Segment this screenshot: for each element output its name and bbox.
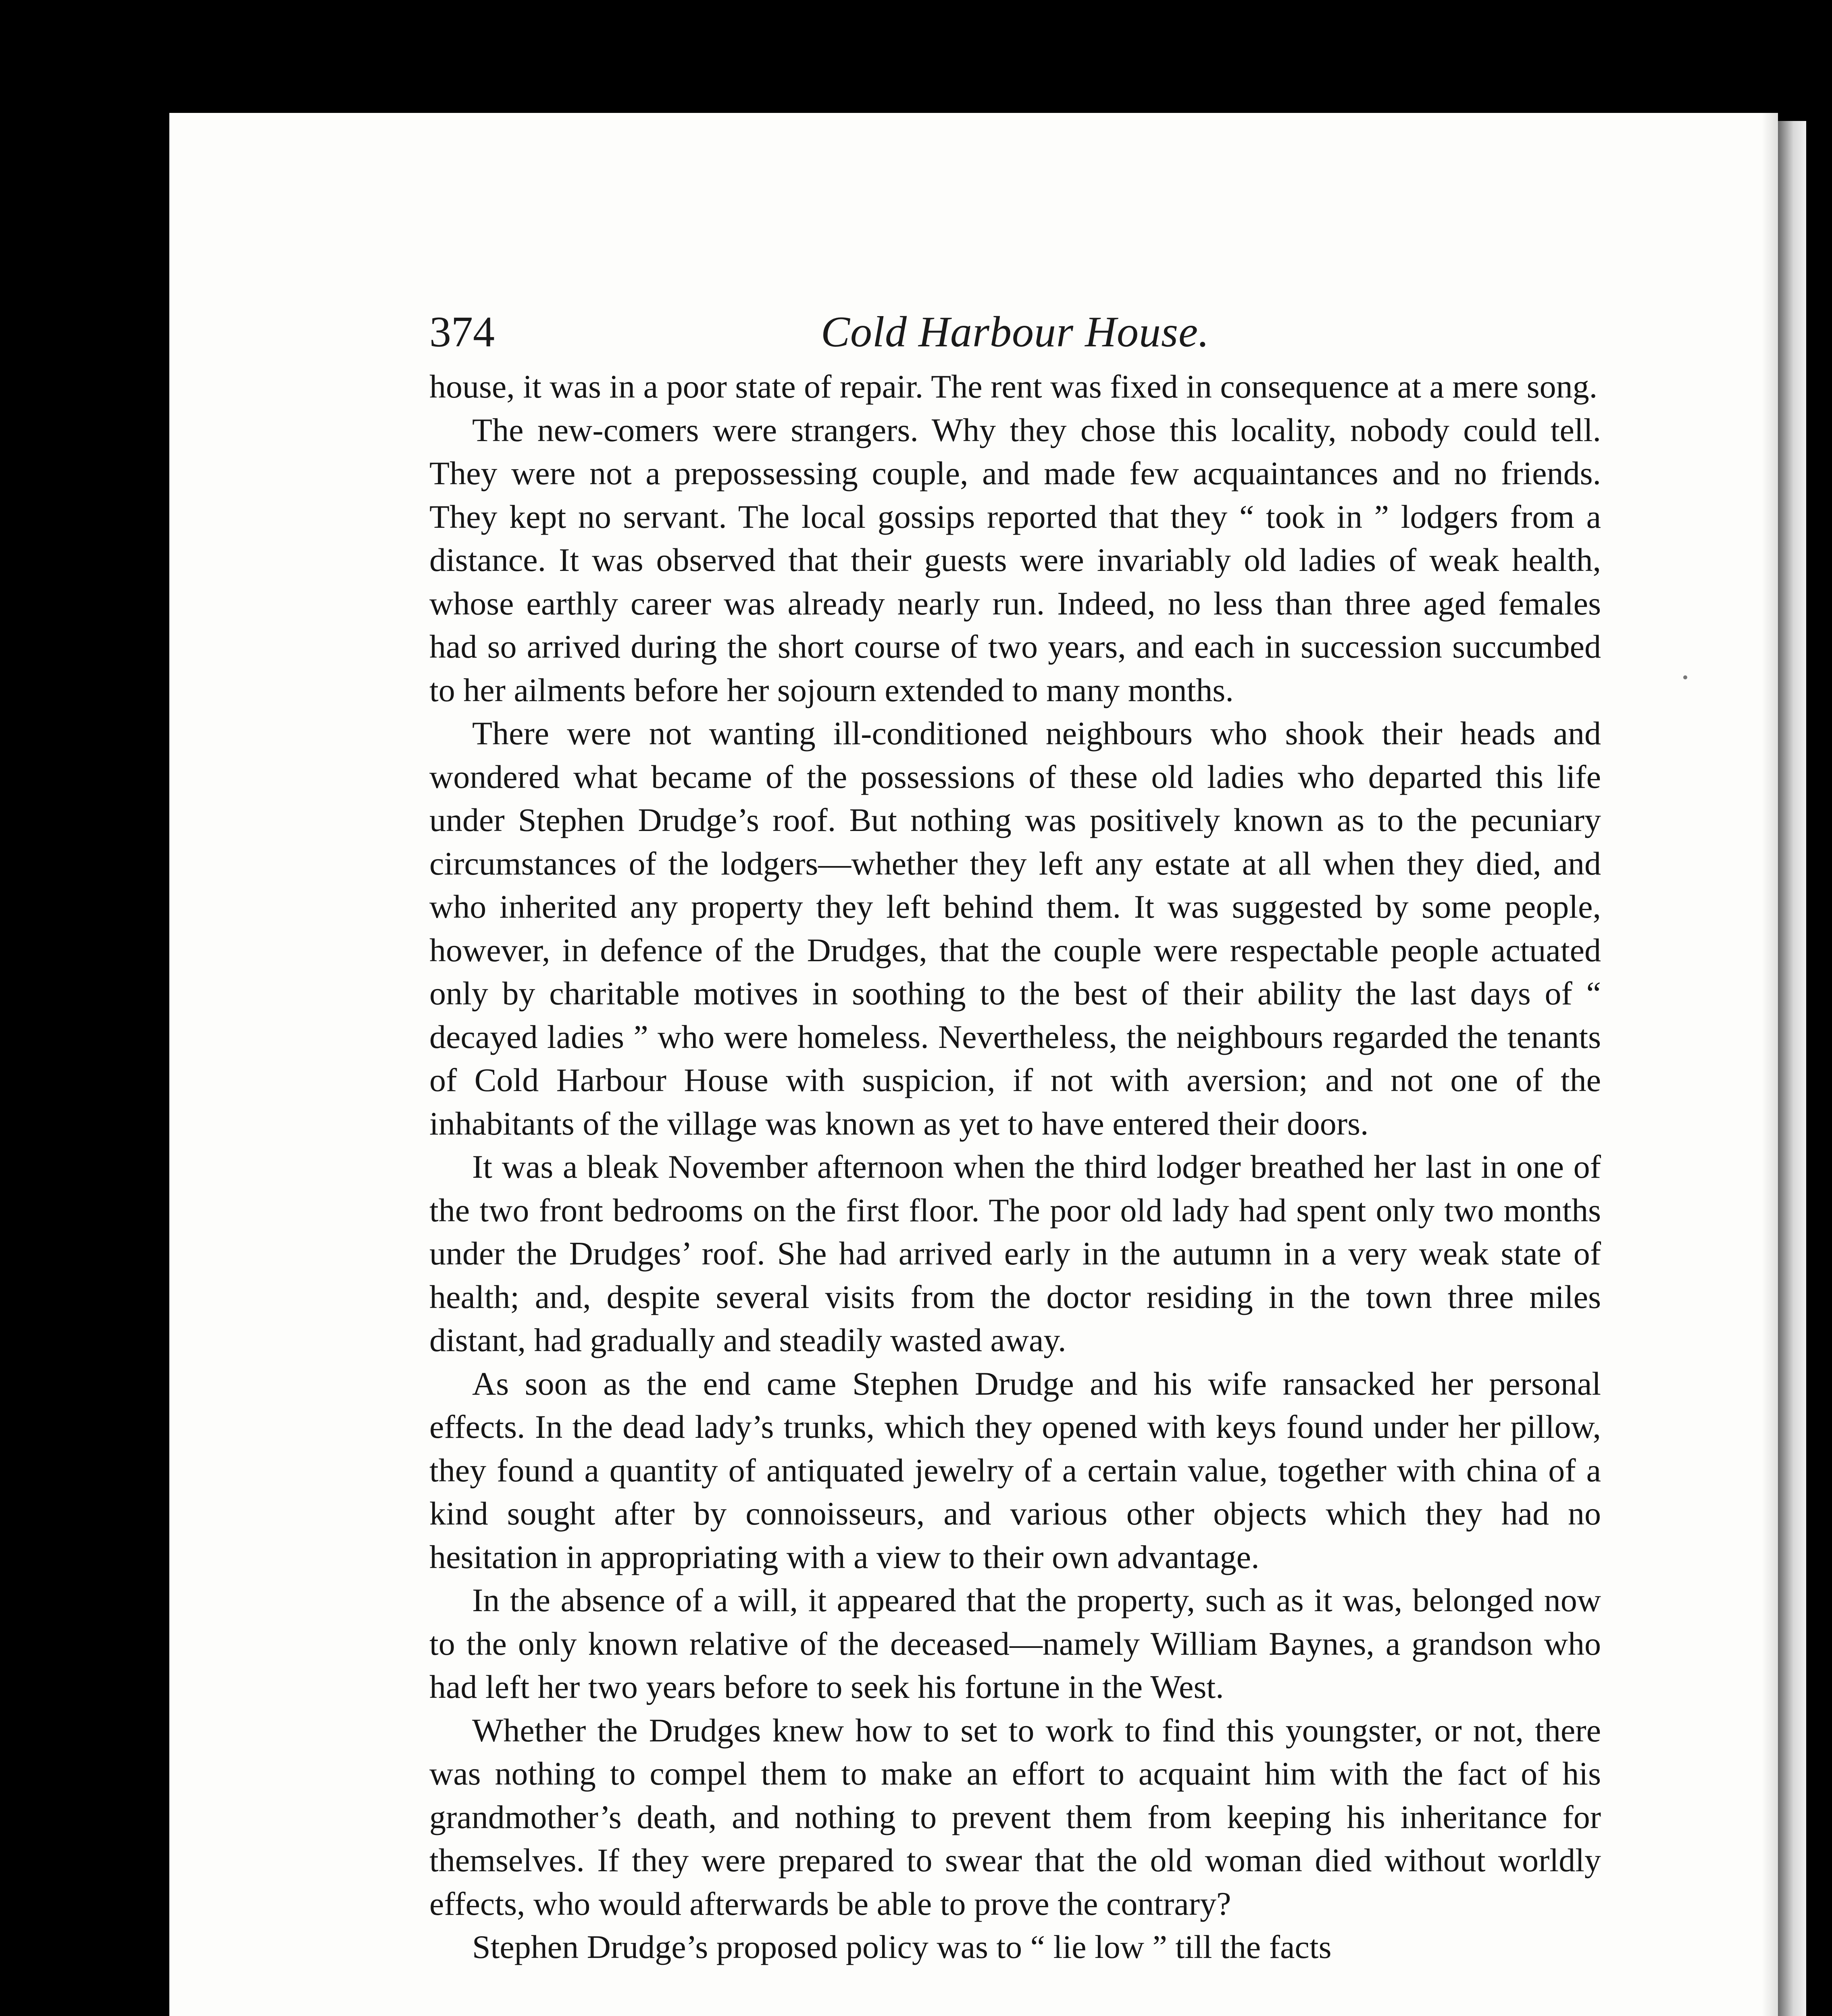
paragraph: The new-comers were strangers. Why they chose this locality, nobody could tell. They were not a prepossessing couple, and made few acquaintances and no friends. They kept no servant. The local gossips reported that they “ took in ” lodgers from a distance. It was observed that their guests were invariably old ladies of weak health, whose earthly career was already nearly run. Indeed, no less than three aged females had so arrived during the short course of two years, and each in succession succumbed to her ailments before her sojourn extended to many months. (429, 411, 1601, 708)
paper-speck (1683, 675, 1687, 679)
adjacent-page-edge (1778, 121, 1806, 2016)
page-number: 374 (429, 308, 495, 356)
body-text (429, 365, 1601, 1969)
paragraph: house, it was in a poor state of repair. The rent was fixed in consequence at a mere song. (429, 368, 1598, 405)
paragraph: Stephen Drudge’s proposed policy was to “ lie low ” till the facts (472, 1929, 1332, 1965)
paragraph: It was a bleak November afternoon when the third lodger breathed her last in one of the two front bedrooms on the first floor. The poor old lady had spent only two months under the Drudges’ roof. She had arrived early in the autumn in a very weak state of health; and, despite several visits from the doctor residing in the town three miles distant, had gradually and steadily wasted away. (429, 1148, 1601, 1358)
paragraph: Whether the Drudges knew how to set to work to find this youngster, or not, there was nothing to compel them to make an effort to acquaint him with the fact of his grandmother’s death, and nothing to prevent them from keeping his inheritance for themselves. If they were prepared to swear that the old woman died without worldly effects, who would afterwards be able to prove the contrary? (429, 1712, 1601, 1922)
paragraph: As soon as the end came Stephen Drudge and his wife ransacked her personal effects. In the dead lady’s trunks, which they opened with keys found under her pillow, they found a quantity of antiquated jewelry of a certain value, together with china of a kind sought after by connoisseurs, and various other objects which they had no hesitation in appropriating with a view to their own advantage. (429, 1365, 1601, 1575)
page-gutter-shadow (1762, 113, 1778, 2016)
paragraph: In the absence of a will, it appeared that the property, such as it was, belonged now to the only known relative of the deceased—namely William Baynes, a grandson who had left her two years before to seek his fortune in the West. (429, 1582, 1601, 1705)
running-title: Cold Harbour House. (820, 308, 1210, 356)
paragraph: There were not wanting ill-conditioned neighbours who shook their heads and wondered what became of the possessions of these old ladies who departed this life under Stephen Drudge’s roof. But nothing was positively known as to the pecuniary circumstances of the lodgers—whether they left any estate at all when they died, and who inherited any property they left behind them. It was suggested by some people, however, in defence of the Drudges, that the couple were respectable people actuated only by charitable motives in soothing to the best of their ability the last days of “ decayed ladies ” who were homeless. Nevertheless, the neighbours regarded the tenants of Cold Harbour House with suspicion, if not with aversion; and not one of the inhabitants of the village was known as yet to have entered their doors. (429, 715, 1601, 1142)
